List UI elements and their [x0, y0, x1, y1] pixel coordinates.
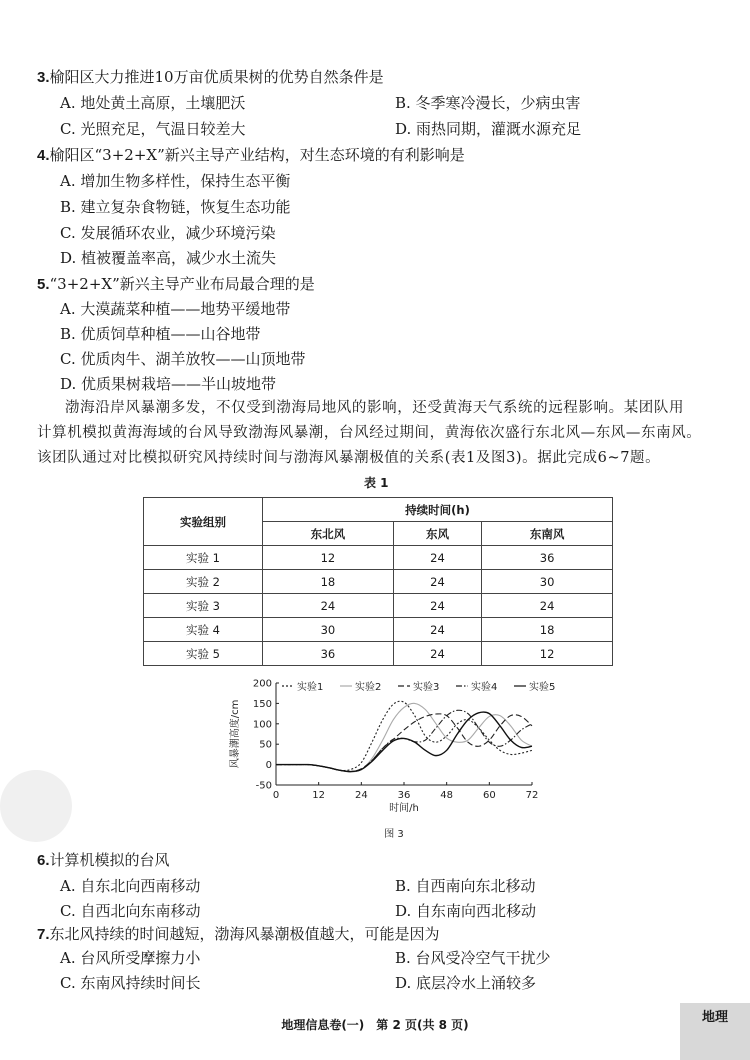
legend-label: 实验2 [355, 682, 382, 693]
answer-option: C. 优质肉牛、湖羊放牧——山顶地带 [60, 350, 306, 368]
row-label: 实验 4 [144, 618, 263, 642]
table-cell: 12 [263, 546, 394, 570]
legend-label: 实验1 [297, 682, 324, 693]
answer-option: A. 增加生物多样性，保持生态平衡 [60, 172, 291, 190]
x-tick-label: 72 [525, 790, 539, 801]
answer-option: A. 大漠蔬菜种植——地势平缓地带 [60, 300, 291, 318]
y-tick-label: 150 [252, 698, 272, 710]
answer-option: B. 自西南向东北移动 [395, 877, 536, 895]
question-number: 4. [37, 147, 50, 164]
question-stem [37, 145, 465, 166]
x-tick-label: 0 [272, 790, 280, 801]
row-label: 实验 3 [144, 594, 263, 618]
x-tick-label: 60 [482, 790, 496, 801]
table-cell: 24 [263, 594, 394, 618]
answer-option: B. 台风受冷空气干扰少 [395, 949, 551, 967]
question-stem [37, 67, 384, 88]
x-axis-label: 时间/h [389, 803, 419, 814]
legend-label: 实验4 [471, 682, 498, 693]
x-tick-label: 24 [354, 790, 368, 801]
duration-header: 持续时间(h) [263, 498, 613, 522]
x-tick-label: 36 [397, 790, 411, 801]
column-header: 东南风 [482, 522, 613, 546]
chart-title: 图 3 [384, 829, 404, 840]
question-stem [37, 274, 315, 295]
y-tick-label: -50 [255, 780, 272, 792]
series-line-4 [276, 710, 532, 771]
subject-tab: 地理 [680, 1003, 750, 1060]
table-cell: 12 [482, 642, 613, 666]
question-stem [37, 924, 440, 945]
question-text: “3+2+X”新兴主导产业布局最合理的是 [49, 275, 315, 293]
y-tick-label: 200 [252, 678, 272, 690]
question-text: 榆阳区大力推进10万亩优质果树的优势自然条件是 [49, 68, 384, 86]
page-footer: 地理信息卷(一) 第 2 页(共 8 页) [281, 1018, 469, 1032]
row-label: 实验 2 [144, 570, 263, 594]
watermark [0, 770, 150, 860]
series-line-2 [276, 703, 532, 772]
answer-option: D. 优质果树栽培——半山坡地带 [60, 375, 277, 393]
question-number: 7. [37, 926, 50, 943]
legend-label: 实验3 [413, 682, 440, 693]
answer-option: C. 自西北向东南移动 [60, 902, 201, 920]
series-line-3 [276, 714, 532, 772]
passage-line: 该团队通过对比模拟研究风持续时间与渤海风暴潮极值的关系(表1及图3)。据此完成6~7题。 [37, 450, 661, 466]
table-cell: 30 [263, 618, 394, 642]
answer-option: D. 雨热同期，灌溉水源充足 [395, 120, 582, 138]
row-label: 实验 5 [144, 642, 263, 666]
data-table [143, 497, 613, 666]
row-label: 实验 1 [144, 546, 263, 570]
answer-option: A. 自东北向西南移动 [60, 877, 201, 895]
table-cell: 36 [482, 546, 613, 570]
column-header: 东北风 [263, 522, 394, 546]
table-cell: 24 [393, 618, 481, 642]
table-row [144, 642, 613, 666]
question-number: 3. [37, 69, 50, 86]
table-cell: 24 [393, 594, 481, 618]
table-cell: 18 [482, 618, 613, 642]
question-number: 5. [37, 276, 50, 293]
answer-option: C. 东南风持续时间长 [60, 974, 201, 992]
answer-option: C. 发展循环农业，减少环境污染 [60, 224, 276, 242]
answer-option: D. 自东南向西北移动 [395, 902, 537, 920]
table-cell: 36 [263, 642, 394, 666]
question-number: 6. [37, 852, 50, 869]
answer-option: D. 底层冷水上涌较多 [395, 974, 537, 992]
table-row [144, 594, 613, 618]
storm-surge-chart [222, 672, 592, 847]
y-axis-label: 风暴潮高度/cm [230, 699, 241, 769]
table-cell: 24 [393, 570, 481, 594]
table-row [144, 618, 613, 642]
passage-line: 渤海沿岸风暴潮多发，不仅受到渤海局地风的影响，还受黄海天气系统的远程影响。某团队用 [65, 400, 685, 416]
table-row [144, 570, 613, 594]
table-cell: 18 [263, 570, 394, 594]
y-tick-label: 0 [265, 760, 272, 772]
group-header: 实验组别 [144, 498, 263, 546]
table-cell: 24 [393, 642, 481, 666]
column-header: 东风 [393, 522, 481, 546]
question-text: 东北风持续的时间越短，渤海风暴潮极值越大，可能是因为 [49, 925, 440, 943]
answer-option: B. 冬季寒冷漫长，少病虫害 [395, 94, 581, 112]
answer-option: B. 优质饲草种植——山谷地带 [60, 325, 261, 343]
table-row [144, 546, 613, 570]
table-caption: 表 1 [364, 476, 389, 490]
answer-option: A. 地处黄土高原，土壤肥沃 [60, 94, 246, 112]
table-cell: 24 [482, 594, 613, 618]
answer-option: B. 建立复杂食物链，恢复生态功能 [60, 198, 291, 216]
question-text: 计算机模拟的台风 [49, 851, 170, 869]
table-cell: 30 [482, 570, 613, 594]
answer-option: C. 光照充足，气温日较差大 [60, 120, 246, 138]
answer-option: D. 植被覆盖率高，减少水土流失 [60, 249, 277, 267]
series-line-1 [276, 701, 532, 770]
x-tick-label: 12 [312, 790, 326, 801]
y-tick-label: 50 [259, 739, 272, 751]
y-tick-label: 100 [252, 719, 272, 731]
series-line-5 [276, 712, 532, 772]
question-text: 榆阳区“3+2+X”新兴主导产业结构，对生态环境的有利影响是 [49, 146, 465, 164]
table-cell: 24 [393, 546, 481, 570]
passage-line: 计算机模拟黄海海域的台风导致渤海风暴潮，台风经过期间，黄海依次盛行东北风—东风—东南风。 [37, 425, 702, 441]
legend-label: 实验5 [529, 682, 556, 693]
x-tick-label: 48 [440, 790, 454, 801]
answer-option: A. 台风所受摩擦力小 [60, 949, 201, 967]
